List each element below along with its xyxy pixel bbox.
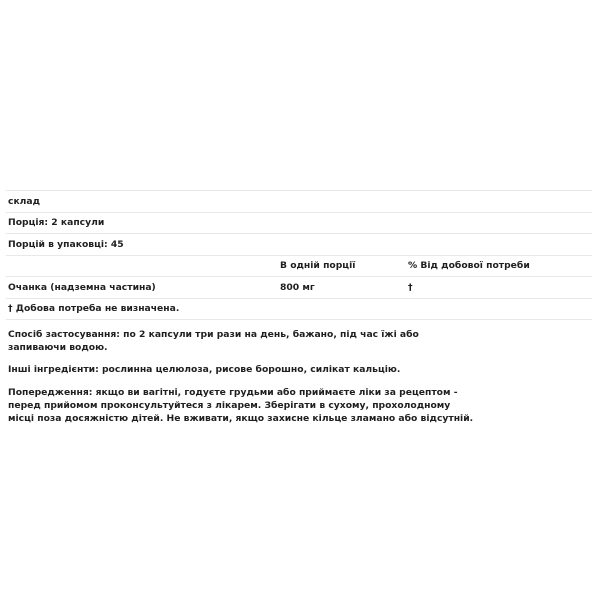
header-name: [6, 255, 278, 277]
header-amount-per-serving: В одній порції: [278, 255, 406, 277]
facts-title-row: [6, 191, 592, 213]
other-ingredients-text: Інші інгредієнти: рослинна целюлоза, рисове борошно, силікат кальцію.: [8, 364, 401, 376]
serving-size-row: [6, 212, 592, 234]
supplement-facts-table: [6, 190, 592, 320]
warning-text: Попередження: якщо ви вагітні, годуєте грудьми або приймаєте ліки за рецептом - перед прийомом проконсультуйтеся з лікарем. Зберігати в сухому, прохолодному місці поза досяжністю дітей. Не вживати, якщо захисне кільце зламано або відсутній.: [8, 386, 474, 425]
ingredient-daily-value: †: [406, 277, 592, 299]
facts-header-row: [6, 255, 592, 277]
usage-text: Спосіб застосування: по 2 капсули три рази на день, бажано, під час їжі або запиваючи водою.: [8, 329, 419, 354]
ingredient-amount: 800 мг: [278, 277, 406, 299]
ingredient-name: Очанка (надземна частина): [6, 277, 278, 299]
footnote: † Добова потреба не визначена.: [6, 298, 592, 320]
product-notes: [8, 328, 478, 434]
header-daily-value: % Від добової потреби: [406, 255, 592, 277]
servings-per-container-row: [6, 234, 592, 256]
facts-title: склад: [6, 191, 592, 213]
servings-per-container: Порцій в упаковці: 45: [6, 234, 592, 256]
serving-size: Порція: 2 капсули: [6, 212, 592, 234]
footnote-row: [6, 298, 592, 320]
ingredient-row: [6, 277, 592, 299]
